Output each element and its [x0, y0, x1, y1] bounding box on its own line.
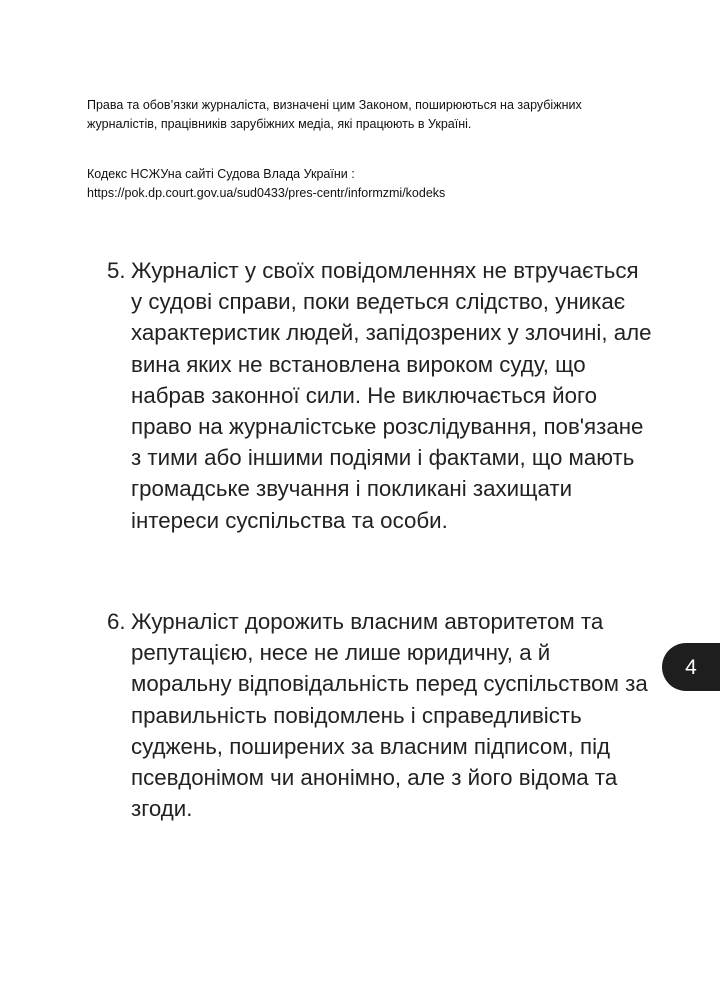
- item-text: Журналіст у своїх повідомленнях не втручається у судові справи, поки ведеться слідство, уникає характеристик людей, запідозрених у злочині, але вина яких не встановлена вироком суду, що набрав законної сили. Не виключається його право на журналістське розслідування, пов'язане з тими або іншими подіями і фактами, що мають громадське звучання і покликані захищати інтереси суспільства та особи.: [131, 258, 652, 533]
- list-item: [107, 255, 652, 536]
- page-number-tab: [662, 643, 720, 691]
- list-item: [107, 606, 652, 824]
- rights-note: Права та обов’язки журналіста, визначені цим Законом, поширюються на зарубіжних журналістів, працівників зарубіжних медіа, які працюють в Україні.: [87, 98, 582, 131]
- item-number: 5.: [107, 258, 126, 283]
- source-label: Кодекс НСЖУна сайті Судова Влада України :: [87, 167, 355, 181]
- source-url: https://pok.dp.court.gov.ua/sud0433/pres-centr/informzmi/kodeks: [87, 186, 446, 200]
- page-number: 4: [685, 655, 697, 679]
- item-number: 6.: [107, 609, 126, 634]
- item-text: Журналіст дорожить власним авторитетом та репутацією, несе не лише юридичну, а й моральну відповідальність перед суспільством за правильність повідомлень і справедливість суджень, поширених за власним підписом, під псевдонімом чи анонімно, але з його відома та згоди.: [131, 609, 648, 822]
- source-note: [87, 165, 647, 203]
